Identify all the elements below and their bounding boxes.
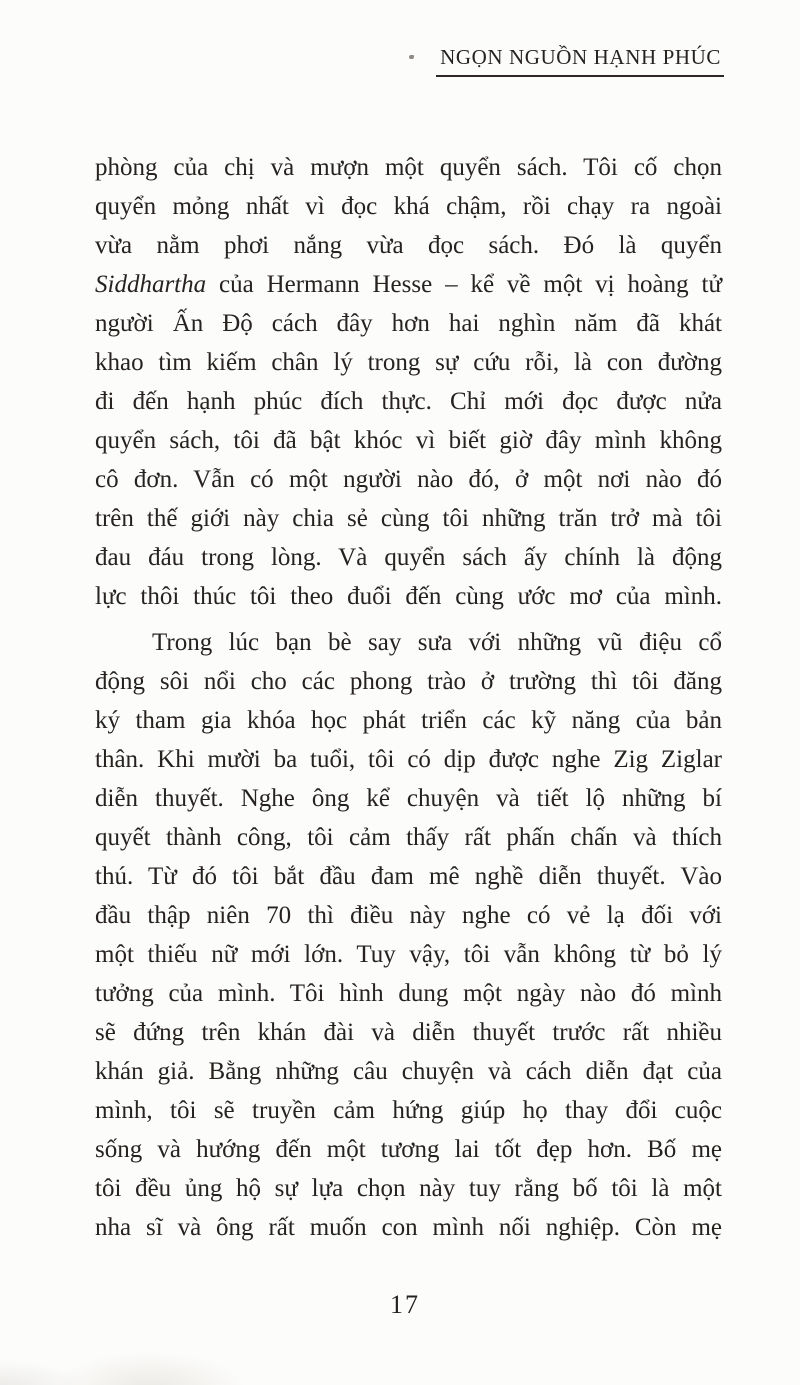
text-line bbox=[95, 304, 722, 343]
text-line bbox=[95, 499, 722, 538]
text-segment: đầu thập niên 70 thì điều này nghe có vẻ lạ đối với bbox=[95, 902, 722, 929]
text-segment: thú. Từ đó tôi bắt đầu đam mê nghề diễn thuyết. Vào bbox=[95, 863, 722, 890]
text-segment: Trong lúc bạn bè say sưa với những vũ điệu cổ bbox=[152, 629, 722, 656]
text-line bbox=[95, 1169, 722, 1208]
text-line bbox=[95, 343, 722, 382]
text-segment: của Hermann Hesse – kể về một vị hoàng tử bbox=[206, 271, 722, 298]
text-segment: tưởng của mình. Tôi hình dung một ngày nào đó mình bbox=[95, 980, 722, 1007]
page-number: 17 bbox=[390, 1290, 420, 1319]
text-segment: đi đến hạnh phúc đích thực. Chỉ mới đọc được nửa bbox=[95, 388, 722, 415]
text-segment: sẽ đứng trên khán đài và diễn thuyết trước rất nhiều bbox=[95, 1019, 722, 1046]
text-segment: quyết thành công, tôi cảm thấy rất phấn chấn và thích bbox=[95, 824, 722, 851]
text-line bbox=[95, 818, 722, 857]
text-segment: đau đáu trong lòng. Và quyển sách ấy chính là động bbox=[95, 544, 722, 571]
text-line bbox=[95, 701, 722, 740]
text-line bbox=[95, 740, 722, 779]
text-segment: cô đơn. Vẫn có một người nào đó, ở một nơi nào đó bbox=[95, 466, 722, 493]
text-line bbox=[95, 538, 722, 577]
text-segment: quyển mỏng nhất vì đọc khá chậm, rồi chạy ra ngoài bbox=[95, 193, 722, 220]
text-line bbox=[95, 662, 722, 701]
text-line bbox=[95, 226, 722, 265]
text-segment: mình, tôi sẽ truyền cảm hứng giúp họ thay đổi cuộc bbox=[95, 1097, 722, 1124]
text-segment: sống và hướng đến một tương lai tốt đẹp hơn. Bố mẹ bbox=[95, 1136, 722, 1163]
text-line bbox=[95, 421, 722, 460]
text-segment: lực thôi thúc tôi theo đuổi đến cùng ước mơ của mình. bbox=[95, 583, 722, 610]
text-segment: ký tham gia khóa học phát triển các kỹ năng của bản bbox=[95, 707, 722, 734]
text-segment: nha sĩ và ông rất muốn con mình nối nghiệp. Còn mẹ bbox=[95, 1214, 722, 1241]
text-segment: tôi đều ủng hộ sự lựa chọn này tuy rằng bố tôi là một bbox=[95, 1175, 722, 1202]
text-line bbox=[95, 382, 722, 421]
text-segment: vừa nằm phơi nắng vừa đọc sách. Đó là quyển bbox=[95, 232, 722, 259]
running-header bbox=[0, 44, 724, 77]
text-line bbox=[95, 577, 722, 616]
body-text bbox=[95, 148, 722, 1247]
text-segment: trên thế giới này chia sẻ cùng tôi những trăn trở mà tôi bbox=[95, 505, 722, 532]
text-segment: diễn thuyết. Nghe ông kể chuyện và tiết lộ những bí bbox=[95, 785, 722, 812]
paragraph bbox=[95, 623, 722, 1247]
text-line bbox=[95, 896, 722, 935]
text-line bbox=[95, 623, 722, 662]
text-segment: phòng của chị và mượn một quyển sách. Tôi cố chọn bbox=[95, 154, 722, 181]
text-segment: một thiếu nữ mới lớn. Tuy vậy, tôi vẫn không từ bỏ lý bbox=[95, 941, 722, 968]
text-line bbox=[95, 974, 722, 1013]
text-line bbox=[95, 460, 722, 499]
text-line bbox=[95, 1013, 722, 1052]
corner-shadow-artifact bbox=[0, 1335, 120, 1385]
text-line bbox=[95, 265, 722, 304]
text-segment: khán giả. Bằng những câu chuyện và cách diễn đạt của bbox=[95, 1058, 722, 1085]
text-line bbox=[95, 857, 722, 896]
ink-speck-artifact bbox=[409, 55, 414, 59]
text-line bbox=[95, 1091, 722, 1130]
running-header-title: NGỌN NGUỒN HẠNH PHÚC bbox=[436, 44, 724, 77]
text-line bbox=[95, 1052, 722, 1091]
text-line bbox=[95, 187, 722, 226]
text-segment: thân. Khi mười ba tuổi, tôi có dịp được nghe Zig Ziglar bbox=[95, 746, 722, 773]
text-line bbox=[95, 148, 722, 187]
text-line bbox=[95, 1130, 722, 1169]
text-segment: Siddhartha bbox=[95, 271, 207, 298]
text-line bbox=[95, 935, 722, 974]
text-line bbox=[95, 1208, 722, 1247]
text-segment: quyển sách, tôi đã bật khóc vì biết giờ đây mình không bbox=[95, 427, 722, 454]
text-segment: động sôi nổi cho các phong trào ở trường thì tôi đăng bbox=[95, 668, 722, 695]
paragraph bbox=[95, 148, 722, 616]
text-segment: khao tìm kiếm chân lý trong sự cứu rỗi, là con đường bbox=[95, 349, 722, 376]
text-line bbox=[95, 779, 722, 818]
text-segment: người Ấn Độ cách đây hơn hai nghìn năm đã khát bbox=[95, 310, 722, 337]
